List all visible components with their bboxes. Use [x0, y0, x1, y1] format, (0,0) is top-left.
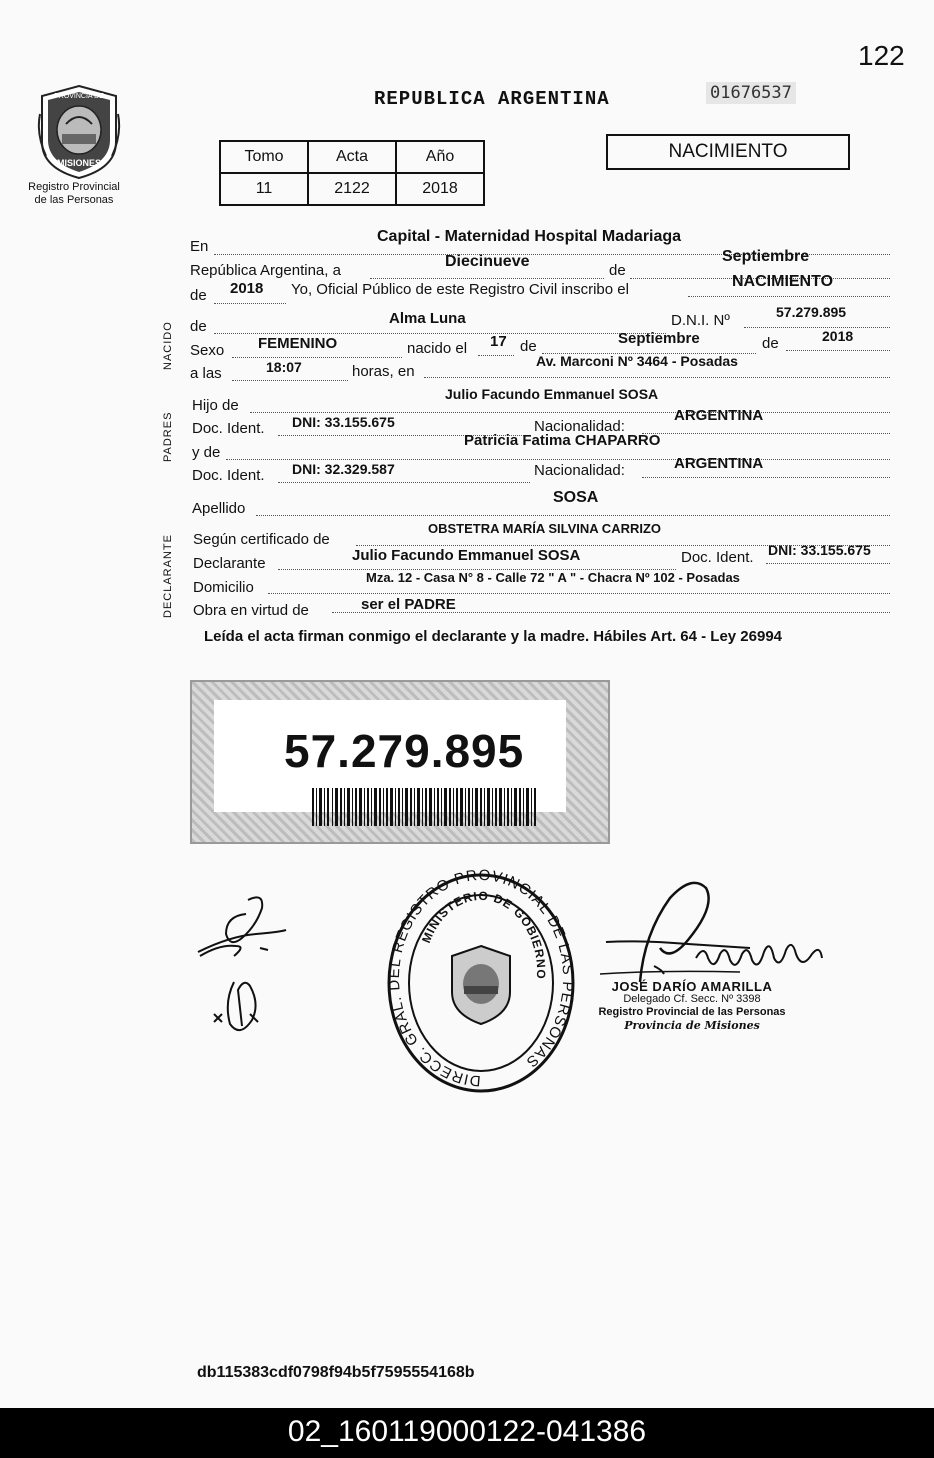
document-hash: db115383cdf0798f94b5f7595554168b — [197, 1364, 475, 1381]
value-obra-en-virtud: ser el PADRE — [361, 596, 456, 613]
registry-header-tomo: Tomo — [220, 141, 308, 173]
official-province: Provincia de Misiones — [624, 1019, 760, 1032]
label-hijo-de: Hijo de — [192, 397, 239, 414]
value-mes: Septiembre — [722, 248, 810, 265]
logo-caption — [18, 181, 130, 207]
dotted-line — [766, 563, 890, 564]
official-signature-block — [592, 980, 792, 1032]
label-yo-oficial: Yo, Oficial Público de este Registro Civil inscribo el — [291, 281, 629, 298]
provincial-emblem-logo — [36, 84, 122, 180]
declarant-signature-icon — [190, 886, 300, 1046]
value-dia-nac: 17 — [490, 333, 507, 350]
official-signature-icon — [600, 874, 830, 994]
label-de-nac-anio: de — [762, 335, 779, 352]
label-doc-ident-declarante: Doc. Ident. — [681, 549, 754, 566]
official-office: Registro Provincial de las Personas — [598, 1006, 786, 1018]
side-label-nacido: NACIDO — [162, 321, 174, 370]
dotted-line — [688, 296, 890, 297]
value-apellido: SOSA — [553, 489, 599, 506]
value-nac-madre: ARGENTINA — [674, 455, 764, 472]
label-y-de: y de — [192, 444, 221, 461]
svg-text:MISIONES: MISIONES — [56, 158, 102, 168]
value-sexo: FEMENINO — [258, 335, 338, 352]
value-dni-declarante: DNI: 33.155.675 — [768, 542, 871, 558]
label-doc-ident-padre: Doc. Ident. — [192, 420, 265, 437]
value-declarante: Julio Facundo Emmanuel SOSA — [352, 547, 581, 564]
side-label-declarante: DECLARANTE — [162, 534, 174, 618]
value-anio-nac: 2018 — [822, 328, 854, 344]
logo-caption-line-2: de las Personas — [34, 194, 114, 206]
value-tipo-inscripcion: NACIMIENTO — [732, 273, 834, 290]
dotted-line — [256, 515, 890, 516]
value-domicilio: Mza. 12 - Casa N° 8 - Calle 72 " A " - Chacra Nº 102 - Posadas — [366, 570, 740, 585]
dotted-line — [786, 350, 890, 351]
dotted-line — [232, 357, 402, 358]
value-nombre: Alma Luna — [389, 310, 466, 327]
label-obra-en-virtud: Obra en virtud de — [193, 602, 309, 619]
act-type-box: NACIMIENTO — [606, 134, 850, 170]
value-dni-nacido: 57.279.895 — [776, 304, 847, 320]
barcode-icon — [312, 788, 538, 826]
svg-text:PROVINCIA DE: PROVINCIA DE — [54, 93, 104, 100]
value-dni-madre: DNI: 32.329.587 — [292, 461, 395, 477]
value-hora: 18:07 — [266, 359, 302, 375]
official-name: JOSÉ DARÍO AMARILLA — [611, 979, 773, 994]
registry-header-anio: Año — [396, 141, 484, 173]
label-republica: República Argentina, a — [190, 262, 341, 279]
registry-value-row — [220, 173, 484, 205]
footer-file-id: 02_160119000122-041386 — [287, 1415, 647, 1448]
dotted-line — [642, 477, 890, 478]
value-madre: Patricia Fatima CHAPARRO — [464, 432, 661, 449]
registry-value-acta: 2122 — [308, 173, 396, 205]
value-mes-nac: Septiembre — [618, 330, 700, 347]
svg-text:MINISTERIO DE GOBIERNO: MINISTERIO DE GOBIERNO — [419, 888, 549, 980]
logo-caption-line-1: Registro Provincial — [28, 181, 120, 193]
label-de-mes: de — [609, 262, 626, 279]
registry-value-anio: 2018 — [396, 173, 484, 205]
label-de-nac-mes: de — [520, 338, 537, 355]
dotted-line — [232, 380, 348, 381]
dni-sticker — [190, 680, 610, 844]
value-anio: 2018 — [230, 280, 264, 297]
label-declarante: Declarante — [193, 555, 266, 572]
sticker-panel — [214, 700, 566, 812]
dotted-line — [424, 377, 890, 378]
official-seal-stamp — [386, 868, 576, 1098]
registry-header-acta: Acta — [308, 141, 396, 173]
value-certificado: OBSTETRA MARÍA SILVINA CARRIZO — [428, 521, 662, 536]
dotted-line — [478, 355, 514, 356]
closing-statement: Leída el acta firman conmigo el declarante y la madre. Hábiles Art. 64 - Ley 26994 — [204, 628, 783, 645]
serial-number: 01676537 — [706, 82, 796, 104]
value-dni-padre: DNI: 33.155.675 — [292, 414, 395, 430]
label-dni: D.N.I. Nº — [671, 312, 730, 329]
svg-text:DIRECC. GRAL. DEL REGISTRO PRO: DIRECC. GRAL. DEL REGISTRO PROVINCIAL DE LAS PERSONAS — [386, 868, 576, 1090]
label-a-las: a las — [190, 365, 222, 382]
label-de-nombre: de — [190, 318, 207, 335]
side-label-padres: PADRES — [162, 411, 174, 462]
sticker-number: 57.279.895 — [284, 725, 525, 777]
official-role: Delegado Cf. Secc. Nº 3398 — [623, 993, 761, 1005]
dotted-line — [642, 433, 890, 434]
label-en: En — [190, 238, 209, 255]
label-sexo: Sexo — [190, 342, 225, 359]
dotted-line — [744, 327, 890, 328]
country-title: REPUBLICA ARGENTINA — [374, 88, 610, 110]
page-number: 122 — [858, 40, 905, 71]
registry-table — [219, 140, 485, 206]
dotted-line — [370, 278, 604, 279]
dotted-line — [226, 459, 890, 460]
label-de-anio: de — [190, 287, 207, 304]
value-nac-padre: ARGENTINA — [674, 407, 764, 424]
label-doc-ident-madre: Doc. Ident. — [192, 467, 265, 484]
registry-value-tomo: 11 — [220, 173, 308, 205]
value-dia: Diecinueve — [445, 253, 530, 270]
value-padre: Julio Facundo Emmanuel SOSA — [445, 386, 659, 402]
label-apellido: Apellido — [192, 500, 246, 517]
label-horas-en: horas, en — [352, 363, 415, 380]
value-lugar-nac: Av. Marconi Nº 3464 - Posadas — [536, 353, 738, 369]
label-nacionalidad-madre: Nacionalidad: — [534, 462, 625, 479]
dotted-line — [214, 333, 666, 334]
label-nacido-el: nacido el — [407, 340, 468, 357]
label-domicilio: Domicilio — [193, 579, 254, 596]
label-segun-certificado: Según certificado de — [193, 531, 330, 548]
dotted-line — [268, 593, 890, 594]
dotted-line — [214, 303, 286, 304]
label-nacionalidad-padre: Nacionalidad: — [534, 418, 625, 435]
dotted-line — [250, 412, 890, 413]
dotted-line — [278, 482, 530, 483]
registry-header-row — [220, 141, 484, 173]
value-lugar: Capital - Maternidad Hospital Madariaga — [377, 228, 682, 245]
